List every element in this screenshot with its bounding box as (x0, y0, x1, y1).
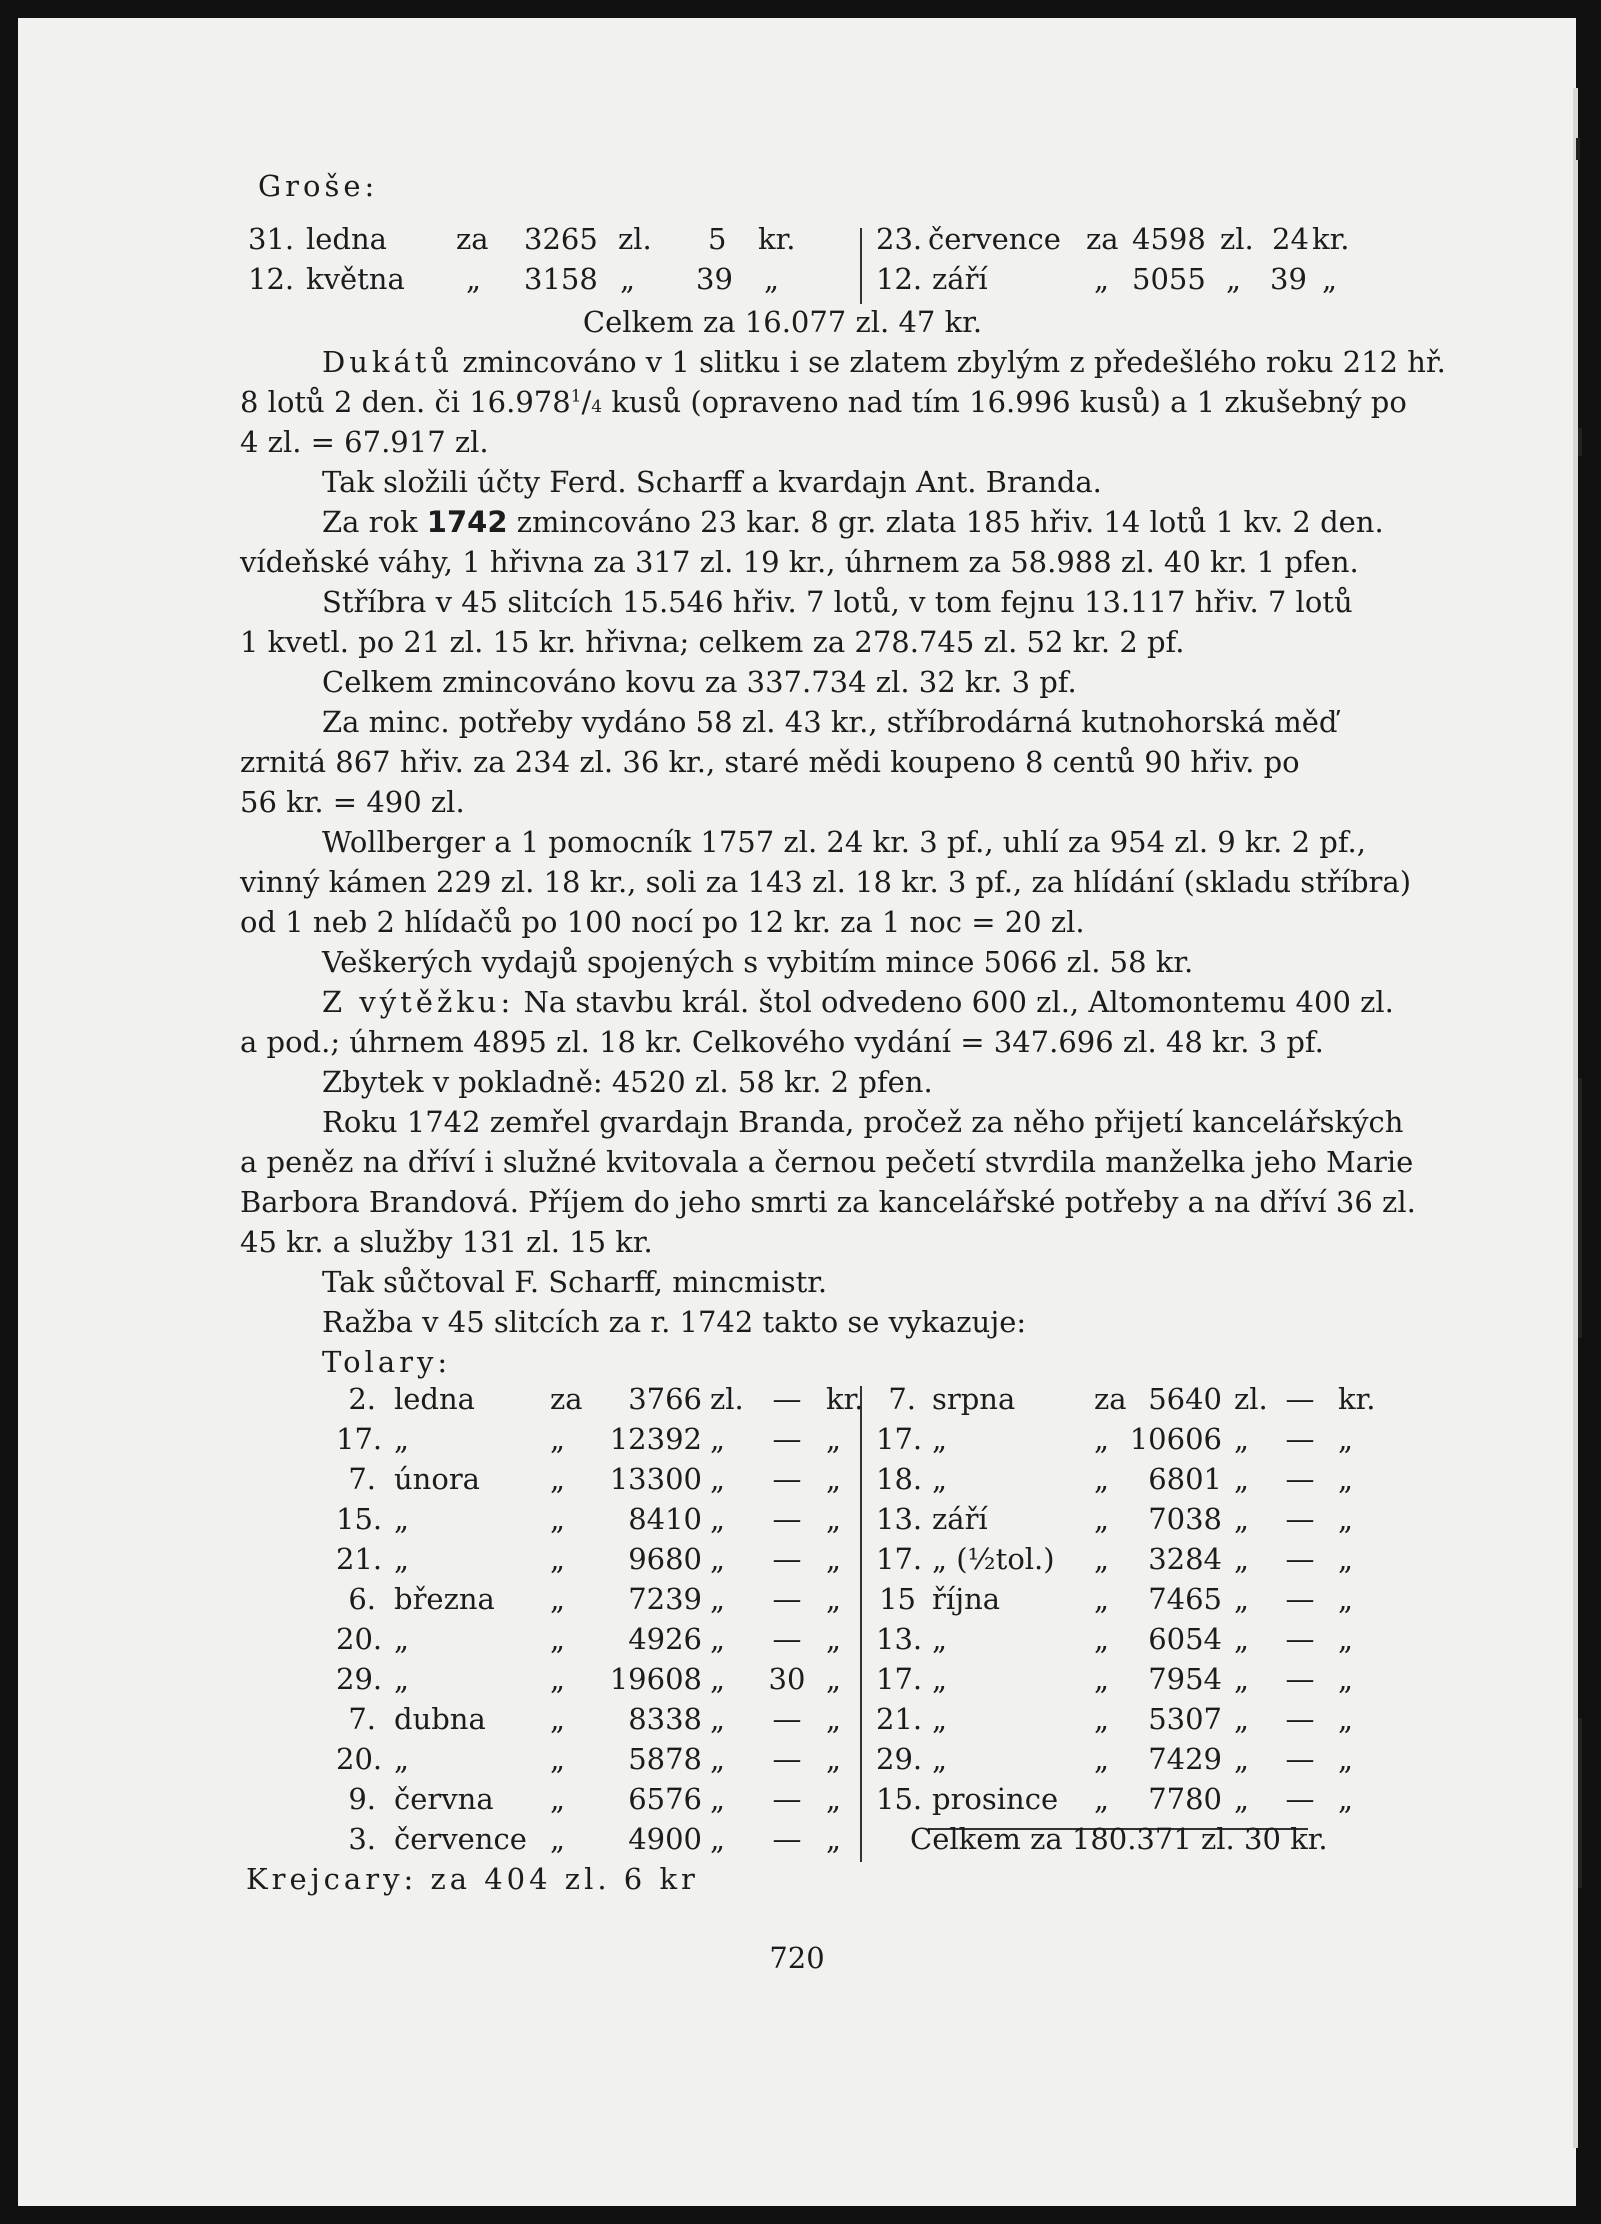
text-line (240, 982, 1445, 1022)
dukatu-text: 8 lotů 2 den. či 16.978 (240, 385, 571, 419)
tolary-heading: Tolary: (322, 1345, 452, 1379)
text-line: Celkem zmincováno kovu za 337.734 zl. 32 kr. 3 pf. (322, 665, 1077, 699)
tolary-u1: „ (710, 1782, 726, 1816)
tolary-day: 7. (888, 1382, 916, 1416)
tolary-day: 2. (348, 1382, 376, 1416)
dukatu-text: kusů (opraveno nad tím 16.996 kusů) a 1 zkušebný po (602, 385, 1407, 419)
grose-month: května (306, 262, 405, 296)
edge-mark (1578, 428, 1582, 456)
tolary-za: „ (550, 1742, 566, 1776)
tolary-u1: „ (710, 1742, 726, 1776)
grose-kr: 24 (1272, 222, 1309, 256)
tolary-month: „ (394, 1742, 410, 1776)
tolary-kr: — (772, 1542, 802, 1576)
tolary-total: Celkem za 180.371 zl. 30 kr. (910, 1822, 1328, 1856)
tolary-za: „ (550, 1582, 566, 1616)
tolary-day: 17. (876, 1422, 923, 1456)
tolary-total-row (336, 1822, 1536, 1862)
tolary-day: 15. (876, 1782, 923, 1816)
tolary-month: „ (932, 1742, 948, 1776)
grose-za: „ (466, 262, 482, 296)
tolary-day: 18. (876, 1462, 923, 1496)
tolary-u1: „ (710, 1502, 726, 1536)
tolary-u2: „ (826, 1742, 842, 1776)
tolary-zl: 8410 (628, 1502, 702, 1536)
grose-unit: zl. (1220, 222, 1254, 256)
tolary-day: 17. (336, 1422, 383, 1456)
tolary-u1: „ (1234, 1622, 1250, 1656)
tolary-day: 20. (336, 1742, 383, 1776)
dukatu-text: zmincováno v 1 slitku i se zlatem zbylým z předešlého roku 212 hř. (462, 345, 1446, 379)
grose-row (248, 222, 1348, 262)
tolary-zl: 3766 (628, 1382, 702, 1416)
edge-mark (1578, 1078, 1582, 1338)
tolary-kr: — (1285, 1462, 1315, 1496)
grose-unit: „ (1226, 262, 1242, 296)
grose-section (258, 166, 1463, 206)
tolary-zl: 9680 (628, 1542, 702, 1576)
tolary-month: „ (394, 1622, 410, 1656)
tolary-row (336, 1622, 1536, 1662)
tolary-day: 13. (876, 1502, 923, 1536)
tolary-month: „ (932, 1662, 948, 1696)
tolary-month: „ (394, 1662, 410, 1696)
tolary-u1: „ (1234, 1422, 1250, 1456)
tolary-row (336, 1422, 1536, 1462)
tolary-u1: „ (1234, 1502, 1250, 1536)
tolary-u2: „ (1338, 1422, 1354, 1456)
tolary-day: 21. (336, 1542, 383, 1576)
tolary-kr: — (772, 1382, 802, 1416)
tolary-kr: — (1285, 1382, 1315, 1416)
tolary-zl: 6054 (1148, 1622, 1222, 1656)
tolary-za: „ (1094, 1422, 1110, 1456)
tolary-day: 7. (348, 1702, 376, 1736)
tolary-row (336, 1542, 1536, 1582)
tolary-day: 29. (336, 1662, 383, 1696)
tolary-kr: — (772, 1822, 802, 1856)
tolary-u2: „ (826, 1662, 842, 1696)
tolary-month: dubna (394, 1702, 486, 1736)
tolary-u2: „ (1338, 1622, 1354, 1656)
tolary-day: 17. (876, 1662, 923, 1696)
tolary-kr: — (772, 1622, 802, 1656)
tolary-kr: — (1285, 1542, 1315, 1576)
text-line: Veškerých vydajů spojených s vybitím mince 5066 zl. 58 kr. (322, 945, 1194, 979)
tolary-zl: 7780 (1148, 1782, 1222, 1816)
tolary-u1: „ (1234, 1782, 1250, 1816)
tolary-day: 21. (876, 1702, 923, 1736)
text-line: Roku 1742 zemřel gvardajn Branda, pročež za něho přijetí kancelářských (322, 1105, 1404, 1139)
tolary-zl: 6576 (628, 1782, 702, 1816)
dukatu-lead: Dukátů (322, 345, 454, 379)
tolary-u1: „ (1234, 1462, 1250, 1496)
tolary-month: „ (932, 1702, 948, 1736)
text-line: vídeňské váhy, 1 hřivna za 317 zl. 19 kr., úhrnem za 58.988 zl. 40 kr. 1 pfen. (240, 545, 1359, 579)
tolary-u2: kr. (1338, 1382, 1376, 1416)
tolary-u2: „ (1338, 1502, 1354, 1536)
rok-text: zmincováno 23 kar. 8 gr. zlata 185 hřiv. 14 lotů 1 kv. 2 den. (507, 505, 1384, 539)
tolary-u2: „ (826, 1502, 842, 1536)
tolary-zl: 7954 (1148, 1662, 1222, 1696)
tolary-zl: 3284 (1148, 1542, 1222, 1576)
tolary-day: 3. (348, 1822, 376, 1856)
rok-text: Za rok (322, 505, 427, 539)
grose-day: 12. (876, 262, 923, 296)
tolary-u1: „ (710, 1582, 726, 1616)
tolary-day: 13. (876, 1622, 923, 1656)
tolary-za: „ (1094, 1542, 1110, 1576)
tolary-u2: „ (826, 1462, 842, 1496)
tolary-month: „ (½tol.) (932, 1542, 1055, 1576)
tolary-u2: „ (826, 1542, 842, 1576)
grose-day: 12. (248, 262, 295, 296)
tolary-kr: — (1285, 1582, 1315, 1616)
tolary-day: 9. (348, 1782, 376, 1816)
tolary-u2: „ (826, 1622, 842, 1656)
tolary-u1: „ (710, 1542, 726, 1576)
tolary-row (336, 1462, 1536, 1502)
tolary-zl: 4900 (628, 1822, 702, 1856)
vytezku-text: Na stavbu král. štol odvedeno 600 zl., Altomontemu 400 zl. (514, 985, 1394, 1019)
fraction-slash: / (581, 385, 592, 419)
tolary-za: „ (1094, 1662, 1110, 1696)
tolary-u1: „ (1234, 1702, 1250, 1736)
text-line: 45 kr. a služby 131 zl. 15 kr. (240, 1225, 653, 1259)
tolary-u2: „ (1338, 1462, 1354, 1496)
grose-day: 23. (876, 222, 923, 256)
grose-table (248, 222, 1348, 302)
tolary-zl: 10606 (1129, 1422, 1222, 1456)
tolary-zl: 5878 (628, 1742, 702, 1776)
tolary-za: „ (1094, 1622, 1110, 1656)
tolary-zl: 5640 (1148, 1382, 1222, 1416)
grose-unit: „ (764, 262, 780, 296)
tolary-row (336, 1662, 1536, 1702)
grose-unit: „ (1322, 262, 1338, 296)
tolary-za: „ (550, 1462, 566, 1496)
tolary-kr: — (1285, 1422, 1315, 1456)
tolary-za: „ (1094, 1742, 1110, 1776)
tolary-day: 15. (336, 1502, 383, 1536)
tolary-u1: „ (1234, 1582, 1250, 1616)
tolary-u2: „ (826, 1782, 842, 1816)
tolary-month: ledna (394, 1382, 475, 1416)
tolary-za: za (550, 1382, 583, 1416)
grose-za: „ (1094, 262, 1110, 296)
tolary-zl: 13300 (609, 1462, 702, 1496)
tolary-za: „ (550, 1622, 566, 1656)
text-line: 56 kr. = 490 zl. (240, 785, 465, 819)
tolary-u2: „ (1338, 1782, 1354, 1816)
tolary-kr: — (1285, 1622, 1315, 1656)
text-line: a peněz na dříví i služné kvitovala a černou pečetí stvrdila manželka jeho Marie (240, 1145, 1414, 1179)
grose-total: Celkem za 16.077 zl. 47 kr. (582, 305, 983, 339)
tolary-month: „ (394, 1542, 410, 1576)
tolary-row (336, 1502, 1536, 1542)
krejcary-text: Krejcary: za 404 zl. 6 kr (246, 1862, 699, 1896)
tolary-za: „ (550, 1542, 566, 1576)
grose-kr: 39 (696, 262, 733, 296)
tolary-u2: „ (826, 1822, 842, 1856)
text-line: 1 kvetl. po 21 zl. 15 kr. hřivna; celkem za 278.745 zl. 52 kr. 2 pf. (240, 625, 1185, 659)
tolary-u2: „ (1338, 1582, 1354, 1616)
tolary-zl: 8338 (628, 1702, 702, 1736)
document-page (18, 18, 1576, 2206)
grose-zl: 3265 (524, 222, 598, 256)
tolary-zl: 5307 (1148, 1702, 1222, 1736)
tolary-day: 29. (876, 1742, 923, 1776)
edge-mark (1576, 138, 1580, 160)
tolary-za: „ (550, 1822, 566, 1856)
tolary-month: června (394, 1782, 494, 1816)
grose-unit: kr. (758, 222, 796, 256)
grose-za: za (1086, 222, 1119, 256)
tolary-za: „ (1094, 1462, 1110, 1496)
tolary-za: „ (550, 1502, 566, 1536)
tolary-row (336, 1702, 1536, 1742)
tolary-kr: — (1285, 1662, 1315, 1696)
tolary-u2: „ (1338, 1662, 1354, 1696)
tolary-zl: 12392 (609, 1422, 702, 1456)
tolary-za: „ (1094, 1582, 1110, 1616)
krejcary-row (246, 1862, 1446, 1902)
tolary-kr: — (1285, 1502, 1315, 1536)
grose-month: září (932, 262, 988, 296)
text-line: Tak sůčtoval F. Scharff, mincmistr. (322, 1265, 828, 1299)
grose-kr: 39 (1270, 262, 1307, 296)
tolary-month: září (932, 1502, 988, 1536)
tolary-day: 17. (876, 1542, 923, 1576)
tolary-u2: „ (1338, 1542, 1354, 1576)
tolary-za: „ (1094, 1782, 1110, 1816)
tolary-zl: 19608 (609, 1662, 702, 1696)
text-line: Stříbra v 45 slitcích 15.546 hřiv. 7 lotů, v tom fejnu 13.117 hřiv. 7 lotů (322, 585, 1353, 619)
tolary-zl: 4926 (628, 1622, 702, 1656)
tolary-kr: — (772, 1462, 802, 1496)
tolary-u1: „ (710, 1462, 726, 1496)
tolary-row (336, 1742, 1536, 1782)
page-number: 720 (769, 1941, 825, 1975)
tolary-kr: — (772, 1782, 802, 1816)
tolary-kr: — (1285, 1782, 1315, 1816)
grose-za: za (456, 222, 489, 256)
tolary-row (336, 1382, 1536, 1422)
grose-month: ledna (306, 222, 387, 256)
tolary-u1: „ (710, 1822, 726, 1856)
text-line (240, 342, 1445, 382)
tolary-month: února (394, 1462, 480, 1496)
tolary-za: „ (550, 1422, 566, 1456)
tolary-month: „ (932, 1462, 948, 1496)
tolary-zl: 7038 (1148, 1502, 1222, 1536)
tolary-za: za (1094, 1382, 1127, 1416)
grose-zl: 4598 (1132, 222, 1206, 256)
tolary-u1: „ (710, 1622, 726, 1656)
tolary-month: prosince (932, 1782, 1059, 1816)
text-line (240, 502, 1445, 542)
tolary-kr: — (1285, 1702, 1315, 1736)
text-line: Tak složili účty Ferd. Scharff a kvardajn Ant. Branda. (322, 465, 1102, 499)
tolary-zl: 7429 (1148, 1742, 1222, 1776)
text-line: Barbora Brandová. Příjem do jeho smrti za kancelářské potřeby a na dříví 36 zl. (240, 1185, 1416, 1219)
tolary-u1: zl. (1234, 1382, 1268, 1416)
tolary-month: července (394, 1822, 527, 1856)
tolary-zl: 7465 (1148, 1582, 1222, 1616)
text-line (240, 382, 1445, 422)
tolary-u1: „ (1234, 1542, 1250, 1576)
grose-unit: „ (620, 262, 636, 296)
tolary-month: října (932, 1582, 1001, 1616)
tolary-day: 6. (348, 1582, 376, 1616)
tolary-zl: 6801 (1148, 1462, 1222, 1496)
tolary-kr: — (772, 1702, 802, 1736)
text-line: od 1 neb 2 hlídačů po 100 nocí po 12 kr. za 1 noc = 20 zl. (240, 905, 1085, 939)
tolary-za: „ (550, 1702, 566, 1736)
tolary-u2: kr. (826, 1382, 864, 1416)
text-line: 4 zl. = 67.917 zl. (240, 425, 489, 459)
tolary-kr: — (772, 1502, 802, 1536)
tolary-month: „ (932, 1622, 948, 1656)
grose-row (248, 262, 1348, 302)
grose-zl: 3158 (524, 262, 598, 296)
text-line: vinný kámen 229 zl. 18 kr., soli za 143 zl. 18 kr. 3 pf., za hlídání (skladu stříbra) (240, 865, 1412, 899)
fraction-denominator: 4 (591, 397, 603, 417)
tolary-zl: 7239 (628, 1582, 702, 1616)
edge-mark (1578, 1718, 1582, 1888)
tolary-za: „ (550, 1782, 566, 1816)
tolary-month: srpna (932, 1382, 1016, 1416)
tolary-month: března (394, 1582, 495, 1616)
tolary-u1: „ (1234, 1742, 1250, 1776)
tolary-za: „ (550, 1662, 566, 1696)
text-line: Ražba v 45 slitcích za r. 1742 takto se vykazuje: (322, 1305, 1027, 1339)
tolary-u1: „ (710, 1702, 726, 1736)
rok-year: 1742 (426, 505, 508, 539)
tolary-kr: — (772, 1582, 802, 1616)
vytezku-lead: Z výtěžku: (322, 985, 515, 1019)
grose-heading: Groše: (258, 169, 379, 203)
body-text (240, 302, 1445, 1382)
tolary-u1: „ (1234, 1662, 1250, 1696)
tolary-kr: — (772, 1422, 802, 1456)
tolary-month: „ (394, 1502, 410, 1536)
grose-day: 31. (248, 222, 295, 256)
grose-unit: kr. (1312, 222, 1350, 256)
tolary-u2: „ (1338, 1742, 1354, 1776)
tolary-u2: „ (826, 1702, 842, 1736)
grose-kr: 5 (708, 222, 727, 256)
tolary-u1: „ (710, 1662, 726, 1696)
tolary-month: „ (932, 1422, 948, 1456)
tolary-u2: „ (826, 1582, 842, 1616)
tolary-kr: — (772, 1742, 802, 1776)
tolary-u1: zl. (710, 1382, 744, 1416)
tolary-u1: „ (710, 1422, 726, 1456)
tolary-row (336, 1582, 1536, 1622)
text-line: zrnitá 867 hřiv. za 234 zl. 36 kr., staré mědi koupeno 8 centů 90 hřiv. po (240, 745, 1300, 779)
tolary-kr: — (1285, 1742, 1315, 1776)
grose-zl: 5055 (1132, 262, 1206, 296)
text-line: a pod.; úhrnem 4895 zl. 18 kr. Celkového vydání = 347.696 zl. 48 kr. 3 pf. (240, 1025, 1324, 1059)
grose-unit: zl. (618, 222, 652, 256)
fraction-numerator: 1 (570, 386, 582, 407)
grose-month: července (928, 222, 1061, 256)
text-line: Zbytek v pokladně: 4520 zl. 58 kr. 2 pfen. (322, 1065, 933, 1099)
tolary-u2: „ (1338, 1702, 1354, 1736)
text-line: Za minc. potřeby vydáno 58 zl. 43 kr., stříbrodárná kutnohorská měď (322, 705, 1338, 739)
tolary-day: 20. (336, 1622, 383, 1656)
tolary-month: „ (394, 1422, 410, 1456)
text-line: Wollberger a 1 pomocník 1757 zl. 24 kr. 3 pf., uhlí za 954 zl. 9 kr. 2 pf., (322, 825, 1366, 859)
tolary-kr: 30 (768, 1662, 806, 1696)
tolary-row (336, 1782, 1536, 1822)
tolary-u2: „ (826, 1422, 842, 1456)
tolary-day: 7. (348, 1462, 376, 1496)
tolary-za: „ (1094, 1702, 1110, 1736)
tolary-za: „ (1094, 1502, 1110, 1536)
tolary-day: 15 (879, 1582, 916, 1616)
